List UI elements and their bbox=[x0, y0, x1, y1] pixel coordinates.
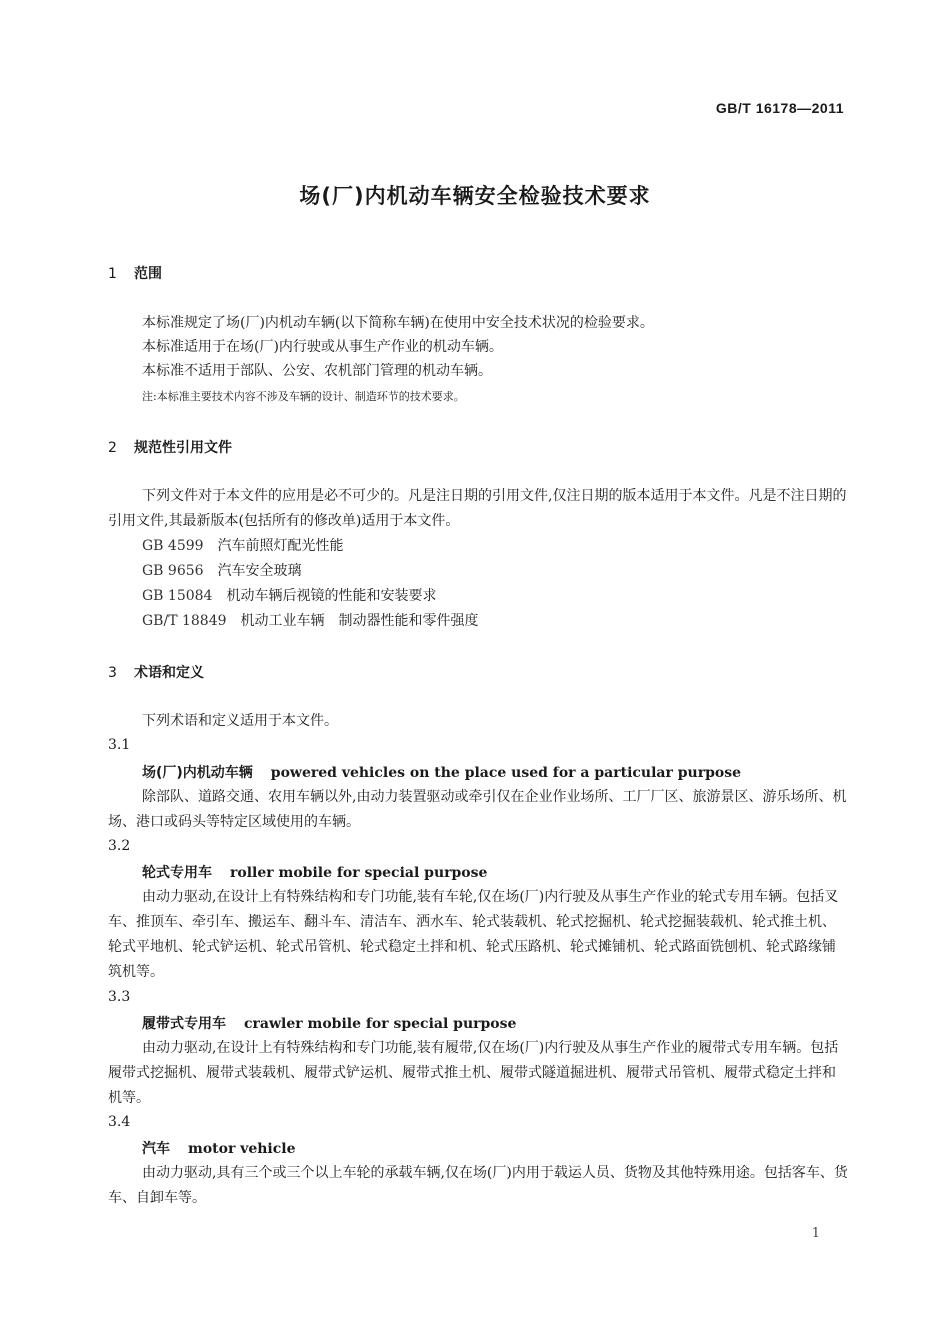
term-en: crawler mobile for special purpose bbox=[244, 1016, 517, 1032]
section-number: 3 bbox=[108, 665, 117, 681]
section-title: 术语和定义 bbox=[134, 665, 204, 681]
term-definition: 由动力驱动,在设计上有特殊结构和专门功能,装有车轮,仅在场(厂)内行驶及从事生产作业的轮式专用车辆。包括叉车、推顶车、牵引车、搬运车、翻斗车、清洁车、洒水车、轮式装载机、轮式挖掘机、轮式挖掘装载机、轮式推土机、轮式平地机、轮式铲运机、轮式吊管机、轮式稳定土拌和机、轮式压路机、轮式摊铺机、轮式路面铣刨机、轮式路缘铺筑机等。 bbox=[108, 889, 839, 980]
term-heading bbox=[142, 862, 487, 882]
term-zh: 轮式专用车 bbox=[142, 865, 212, 881]
normative-reference bbox=[142, 560, 302, 580]
term-en: roller mobile for special purpose bbox=[230, 865, 488, 881]
clause-number: 3.1 bbox=[108, 737, 131, 753]
clause-number: 3.3 bbox=[108, 989, 131, 1005]
section-title: 规范性引用文件 bbox=[134, 440, 232, 456]
term-definition: 由动力驱动,在设计上有特殊结构和专门功能,装有履带,仅在场(厂)内行驶及从事生产作业的履带式专用车辆。包括履带式挖掘机、履带式装载机、履带式铲运机、履带式推土机、履带式隧道掘进机、履带式吊管机、履带式稳定土拌和机等。 bbox=[108, 1040, 839, 1106]
standard-code: GB/T 16178—2011 bbox=[715, 100, 844, 116]
term-heading bbox=[142, 1138, 296, 1158]
section-number: 1 bbox=[108, 266, 117, 282]
term-zh: 汽车 bbox=[142, 1141, 170, 1157]
term-heading bbox=[142, 762, 741, 782]
page-number: 1 bbox=[811, 1226, 820, 1241]
paragraph: 本标准适用于在场(厂)内行驶或从事生产作业的机动车辆。 bbox=[142, 339, 503, 355]
reference-code: GB 15084 bbox=[142, 588, 213, 604]
normative-reference bbox=[142, 535, 344, 555]
normative-reference bbox=[142, 610, 479, 630]
term-definition: 除部队、道路交通、农用车辆以外,由动力装置驱动或牵引仅在企业作业场所、工厂厂区、旅游景区、游乐场所、机场、港口或码头等特定区域使用的车辆。 bbox=[108, 789, 847, 830]
paragraph: 下列术语和定义适用于本文件。 bbox=[142, 713, 338, 729]
section-2-heading bbox=[108, 437, 232, 457]
term-zh: 履带式专用车 bbox=[142, 1016, 226, 1032]
section-1-heading bbox=[108, 263, 162, 283]
normative-reference bbox=[142, 585, 436, 605]
clause-number: 3.4 bbox=[108, 1114, 131, 1130]
note: 注:本标准主要技术内容不涉及车辆的设计、制造环节的技术要求。 bbox=[142, 390, 465, 403]
reference-code: GB/T 18849 bbox=[142, 613, 227, 629]
section-number: 2 bbox=[108, 440, 117, 456]
reference-code: GB 4599 bbox=[142, 538, 204, 554]
term-zh: 场(厂)内机动车辆 bbox=[142, 765, 253, 781]
term-definition: 由动力驱动,具有三个或三个以上车轮的承载车辆,仅在场(厂)内用于载运人员、货物及其他特殊用途。包括客车、货车、自卸车等。 bbox=[108, 1165, 848, 1206]
reference-title: 汽车安全玻璃 bbox=[217, 563, 302, 579]
term-heading bbox=[142, 1013, 516, 1033]
paragraph: 本标准不适用于部队、公安、农机部门管理的机动车辆。 bbox=[142, 363, 492, 379]
reference-title: 机动工业车辆 制动器性能和零件强度 bbox=[240, 613, 479, 629]
term-en: motor vehicle bbox=[188, 1141, 296, 1157]
document-title: 场(厂)内机动车辆安全检验技术要求 bbox=[299, 184, 651, 208]
term-en: powered vehicles on the place used for a particular purpose bbox=[270, 765, 741, 781]
paragraph: 下列文件对于本文件的应用是必不可少的。凡是注日期的引用文件,仅注日期的版本适用于本文件。凡是不注日期的引用文件,其最新版本(包括所有的修改单)适用于本文件。 bbox=[108, 488, 847, 529]
section-3-heading bbox=[108, 662, 204, 682]
section-title: 范围 bbox=[134, 266, 162, 282]
paragraph: 本标准规定了场(厂)内机动车辆(以下简称车辆)在使用中安全技术状况的检验要求。 bbox=[142, 315, 654, 331]
reference-title: 机动车辆后视镜的性能和安装要求 bbox=[226, 588, 437, 604]
reference-title: 汽车前照灯配光性能 bbox=[217, 538, 344, 554]
clause-number: 3.2 bbox=[108, 838, 131, 854]
reference-code: GB 9656 bbox=[142, 563, 204, 579]
